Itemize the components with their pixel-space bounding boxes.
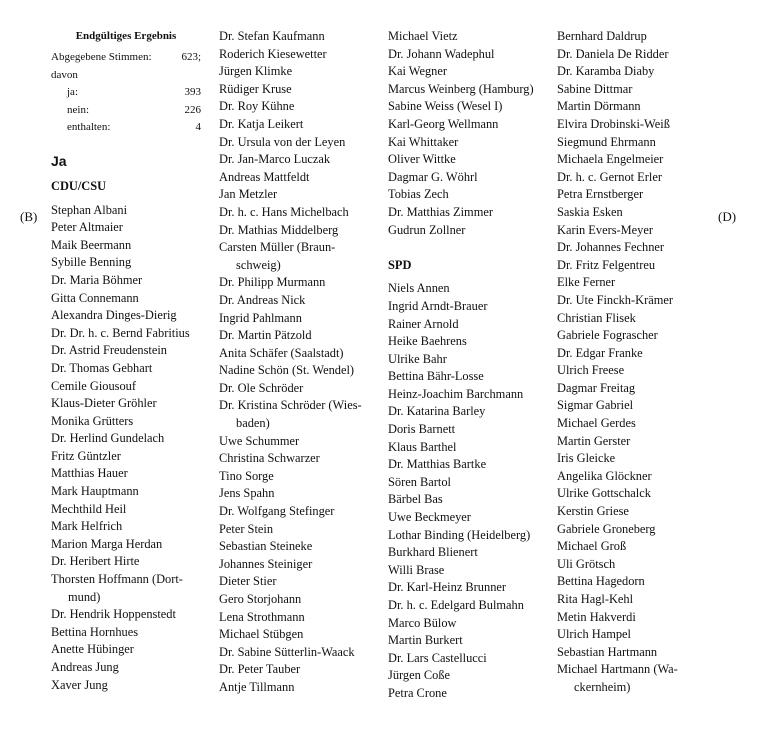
member-name: Maik Beermann [51, 237, 132, 252]
member-name: Fritz Güntzler [51, 448, 121, 463]
member-name: Sybille Benning [51, 255, 132, 270]
member-name: Michaela Engelmeier [557, 152, 664, 167]
member-name: Bernhard Daldrup [557, 29, 647, 43]
member-name: Sebastian Steineke [219, 539, 313, 554]
member-name: Uwe Schummer [219, 433, 300, 448]
member-name: Roderich Kiesewetter [219, 46, 327, 61]
member-name: Dr. Katarina Barley [388, 404, 486, 419]
result-box [51, 28, 215, 137]
member-name: Siegmund Ehrmann [557, 134, 656, 149]
column-2 [219, 28, 383, 697]
member-name: Dr. Sabine Sütterlin-Waack [219, 644, 355, 659]
member-name: Dr. Wolfgang Stefinger [219, 504, 335, 519]
nein-value: 226 [184, 103, 201, 116]
member-name: Sabine Dittmar [557, 81, 633, 96]
member-name: Dr. Kristina Schröder (Wies- [219, 398, 362, 413]
member-name: Metin Hakverdi [557, 609, 636, 624]
member-name: Dr. Stefan Kaufmann [219, 29, 325, 43]
member-name: Dr. Fritz Felgentreu [557, 257, 656, 272]
name-continuation: mund) [68, 589, 101, 604]
member-name: Dr. h. c. Edelgard Bulmahn [388, 598, 524, 612]
member-name: Matthias Hauer [51, 466, 128, 481]
votes-cast-label: Abgegebene Stimmen: [51, 51, 152, 63]
nein-label: nein: [67, 103, 89, 116]
member-name: Kerstin Griese [557, 504, 629, 519]
member-name: Dr. Maria Böhmer [51, 272, 143, 287]
member-name: Saskia Esken [557, 204, 623, 219]
member-name: Gabriele Groneberg [557, 521, 656, 536]
member-name: Marco Bülow [388, 615, 457, 630]
member-name: Peter Altmaier [51, 220, 123, 235]
name-continuation: baden) [236, 416, 270, 431]
member-name: Dr. Matthias Zimmer [388, 204, 493, 219]
member-name: Ulrich Freese [557, 363, 625, 378]
member-name: Karl-Georg Wellmann [388, 116, 499, 131]
member-name: Tino Sorge [219, 468, 274, 483]
member-name: Carsten Müller (Braun- [219, 240, 336, 255]
member-name: Bettina Bähr-Losse [388, 369, 484, 384]
member-name: Dr. Daniela De Ridder [557, 46, 669, 61]
member-name: Dr. Peter Tauber [219, 662, 301, 677]
spacer [388, 239, 552, 257]
member-name: Gitta Connemann [51, 290, 139, 305]
member-name: Kai Whittaker [388, 134, 459, 149]
member-name: Tobias Zech [388, 187, 449, 202]
member-name: Sabine Weiss (Wesel I) [388, 99, 503, 114]
member-name: Anita Schäfer (Saalstadt) [219, 345, 344, 360]
member-name: Ingrid Arndt-Brauer [388, 298, 488, 313]
member-name: Angelika Glöckner [557, 468, 652, 483]
ja-row [51, 84, 201, 102]
member-name: Dr. Ole Schröder [219, 380, 304, 395]
name-continuation: ckernheim) [574, 679, 631, 694]
member-name: Mark Helfrich [51, 519, 123, 534]
member-name: Dr. h. c. Gernot Erler [557, 169, 662, 184]
member-name: Petra Ernstberger [557, 187, 644, 202]
member-name: Martin Burkert [388, 633, 463, 648]
member-name: Jürgen Coße [388, 668, 451, 683]
member-name: Dr. Katja Leikert [219, 116, 304, 131]
enthalten-row [51, 119, 201, 137]
party-heading-cdu-csu: CDU/CSU [51, 178, 107, 193]
member-name: Klaus Barthel [388, 439, 457, 454]
member-name: Dagmar G. Wöhrl [388, 169, 478, 184]
member-name: Bärbel Bas [388, 492, 443, 507]
member-name: Dr. Karl-Heinz Brunner [388, 580, 507, 595]
member-name: Martin Dörmann [557, 99, 641, 114]
name-list [388, 28, 552, 239]
member-name: Anette Hübinger [51, 642, 134, 657]
davon-label: davon [51, 68, 78, 81]
member-name: Alexandra Dinges-Dierig [51, 308, 177, 323]
member-name: Klaus-Dieter Gröhler [51, 396, 157, 411]
name-list [219, 28, 383, 697]
member-name: Mark Hauptmann [51, 484, 139, 499]
member-name: Andreas Mattfeldt [219, 169, 310, 184]
member-name: Uli Grötsch [557, 556, 616, 571]
member-name: Stephan Albani [51, 202, 128, 217]
member-name: Dr. Martin Pätzold [219, 328, 312, 343]
member-name: Dr. Ute Finckh-Krämer [557, 292, 673, 307]
member-name: Oliver Wittke [388, 152, 456, 167]
member-name: Dr. Ursula von der Leyen [219, 134, 346, 149]
member-name: Ulrike Gottschalck [557, 486, 651, 501]
margin-marker-left: (B) [20, 209, 38, 224]
column-4 [557, 28, 721, 697]
member-name: Michael Hartmann (Wa- [557, 662, 678, 677]
member-name: Jürgen Klimke [219, 64, 293, 79]
member-name: Dr. Johannes Fechner [557, 240, 665, 255]
name-continuation: schweig) [236, 257, 281, 272]
margin-marker-right: (D) [718, 209, 737, 224]
member-name: Cemile Giousouf [51, 378, 137, 393]
member-name: Bettina Hagedorn [557, 574, 645, 589]
member-name: Gabriele Fograscher [557, 328, 658, 343]
member-name: Dr. Matthias Bartke [388, 457, 487, 472]
votes-cast-row [51, 49, 201, 67]
enthalten-value: 4 [195, 121, 201, 134]
member-name: Dr. Karamba Diaby [557, 64, 655, 79]
member-name: Dr. Roy Kühne [219, 99, 295, 114]
member-name: Dr. Heribert Hirte [51, 554, 140, 569]
member-name: Mechthild Heil [51, 501, 127, 516]
member-name: Gero Storjohann [219, 592, 302, 606]
enthalten-label: enthalten: [67, 121, 111, 134]
member-name: Burkhard Blienert [388, 545, 478, 560]
votes-cast-value: 623; [181, 51, 201, 63]
result-title: Endgültiges Ergebnis [75, 30, 177, 42]
member-name: Willi Brase [388, 562, 445, 577]
member-name: Ingrid Pahlmann [219, 310, 302, 325]
member-name: Michael Stübgen [219, 627, 304, 642]
ja-label: ja: [67, 86, 78, 99]
member-name: Monika Grütters [51, 413, 134, 428]
member-name: Karin Evers-Meyer [557, 222, 653, 237]
ja-heading: Ja [51, 152, 67, 169]
column-1 [51, 28, 215, 694]
member-name: Dr. Andreas Nick [219, 292, 306, 307]
member-name: Petra Crone [388, 685, 447, 700]
member-name: Heinz-Joachim Barchmann [388, 386, 524, 401]
member-name: Ulrich Hampel [557, 627, 631, 642]
member-name: Antje Tillmann [219, 679, 295, 694]
member-name: Dr. Astrid Freudenstein [51, 343, 167, 358]
member-name: Christina Schwarzer [219, 451, 320, 466]
member-name: Nadine Schön (St. Wendel) [219, 363, 355, 378]
member-name: Uwe Beckmeyer [388, 510, 471, 525]
member-name: Andreas Jung [51, 660, 119, 674]
member-name: Dr. Dr. h. c. Bernd Fabritius [51, 325, 190, 340]
member-name: Elke Ferner [557, 275, 616, 290]
davon-row [51, 67, 201, 85]
member-name: Dr. h. c. Hans Michelbach [219, 204, 349, 219]
member-name: Ulrike Bahr [388, 351, 447, 366]
member-name: Dr. Hendrik Hoppenstedt [51, 607, 176, 622]
member-name: Michael Groß [557, 539, 627, 554]
member-name: Dr. Herlind Gundelach [51, 431, 165, 446]
member-name: Martin Gerster [557, 433, 631, 448]
member-name: Michael Vietz [388, 29, 458, 43]
member-name: Dr. Jan-Marco Luczak [219, 152, 331, 167]
member-name: Christian Flisek [557, 310, 636, 325]
member-name: Dr. Edgar Franke [557, 345, 643, 360]
member-name: Kai Wegner [388, 64, 447, 79]
member-name: Lena Strothmann [219, 609, 305, 624]
member-name: Jan Metzler [219, 187, 278, 202]
member-name: Marion Marga Herdan [51, 536, 163, 551]
member-name: Dr. Philipp Murmann [219, 275, 326, 290]
member-name: Peter Stein [219, 521, 274, 536]
member-name: Gudrun Zollner [388, 222, 466, 237]
member-name: Dr. Thomas Gebhart [51, 360, 153, 375]
name-list [557, 28, 721, 697]
member-name: Iris Gleicke [557, 451, 616, 466]
member-name: Thorsten Hoffmann (Dort- [51, 572, 183, 587]
member-name: Dr. Mathias Middelberg [219, 222, 339, 237]
member-name: Bettina Hornhues [51, 624, 139, 639]
ja-value: 393 [184, 86, 201, 99]
name-list [388, 280, 552, 702]
member-name: Dagmar Freitag [557, 380, 636, 395]
member-name: Rainer Arnold [388, 316, 459, 331]
member-name: Dr. Johann Wadephul [388, 46, 495, 61]
member-name: Sigmar Gabriel [557, 398, 634, 413]
member-name: Niels Annen [388, 281, 450, 296]
nein-row [51, 102, 201, 120]
member-name: Rüdiger Kruse [219, 81, 292, 96]
member-name: Marcus Weinberg (Hamburg) [388, 81, 534, 96]
member-name: Doris Barnett [388, 422, 456, 437]
member-name: Rita Hagl-Kehl [557, 592, 634, 606]
member-name: Heike Baehrens [388, 334, 467, 349]
member-name: Dr. Lars Castellucci [388, 650, 487, 665]
member-name: Jens Spahn [219, 486, 275, 501]
member-name: Michael Gerdes [557, 416, 636, 431]
column-3 [388, 28, 552, 703]
member-name: Lothar Binding (Heidelberg) [388, 527, 531, 542]
name-list [51, 202, 215, 695]
member-name: Sören Bartol [388, 474, 451, 489]
member-name: Xaver Jung [51, 677, 108, 692]
member-name: Dieter Stier [219, 574, 277, 589]
party-heading-spd: SPD [388, 257, 412, 272]
member-name: Sebastian Hartmann [557, 644, 658, 659]
member-name: Johannes Steiniger [219, 556, 313, 571]
member-name: Elvira Drobinski-Weiß [557, 116, 670, 131]
